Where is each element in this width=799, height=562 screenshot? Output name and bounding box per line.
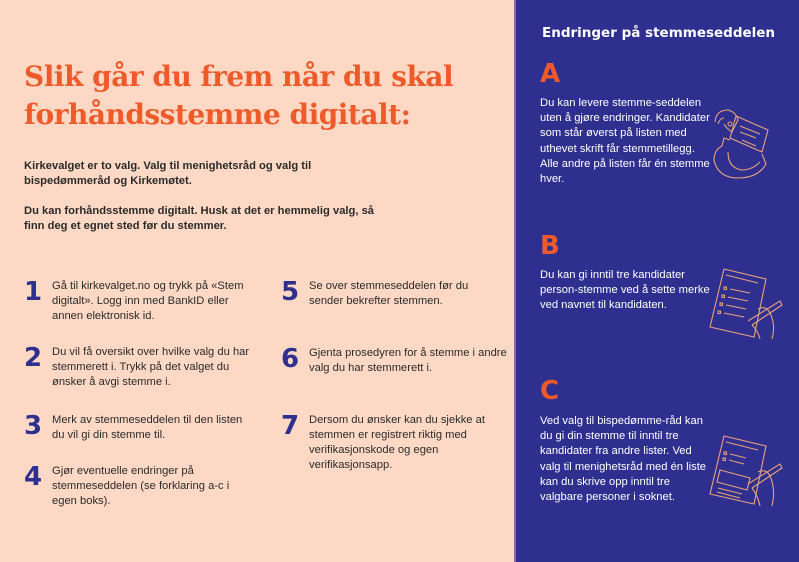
step-number: 2 [24, 343, 43, 373]
step-number: 5 [281, 277, 300, 307]
hand-writing-ballot-icon [706, 432, 786, 507]
step-1 [24, 279, 252, 324]
step-text: Merk av stemmeseddelen til den listen du vil gi din stemme til. [52, 414, 243, 441]
section-c-letter: C [540, 376, 560, 406]
step-text: Gjenta prosedyren for å stemme i andre valg du har stemmerett i. [309, 347, 507, 374]
step-6 [281, 346, 519, 376]
step-text: Gjør eventuelle endringer på stemmeseddelen (se forklaring a-c i egen boks). [52, 465, 230, 507]
section-a-letter: A [540, 59, 561, 89]
step-3 [24, 413, 247, 443]
step-2 [24, 345, 252, 390]
step-number: 4 [24, 462, 43, 492]
step-7 [281, 413, 519, 473]
step-text: Dersom du ønsker kan du sjekke at stemmen er registrert riktig med verifikasjonskode og egen verifikasjonsapp. [309, 414, 485, 471]
ballot-changes-panel [516, 0, 799, 562]
intro-paragraph-1: Kirkevalget er to valg. Valg til menighetsråd og valg til bispedømmeråd og Kirkemøtet. [24, 160, 312, 187]
section-c-text: Ved valg til bispedømme-råd kan du gi din stemme til inntil tre kandidater fra andre lister. Ved valg til menighetsråd med én liste kan du skrive opp inntil tre valgbare personer i soknet. [540, 415, 707, 504]
title-line-2: forhåndsstemme digitalt: [24, 98, 411, 131]
step-text: Se over stemmeseddelen før du sender bekrefter stemmen. [309, 280, 469, 307]
step-text: Du vil få oversikt over hvilke valg du har stemmerett i. Trykk på det valget du ønsker å avgi stemme i. [52, 346, 250, 388]
intro-paragraph-2: Du kan forhåndsstemme digitalt. Husk at det er hemmelig valg, så finn deg et egnet sted før du stemmer. [24, 205, 375, 232]
title-line-1: Slik går du frem når du skal [24, 60, 454, 93]
person-reading-ballot-icon [710, 102, 780, 182]
hand-marking-ballot-icon [706, 265, 786, 340]
section-b-letter: B [540, 231, 560, 261]
section-a-text: Du kan levere stemme-seddelen uten å gjøre endringer. Kandidater som står øverst på listen med uthevet skrift får stemmetillegg. Alle andre på listen får én stemme hver. [540, 97, 710, 186]
step-number: 6 [281, 344, 300, 374]
step-number: 3 [24, 411, 43, 441]
step-5 [281, 279, 489, 309]
step-4 [24, 464, 237, 509]
step-number: 1 [24, 277, 43, 307]
page-title [24, 58, 504, 134]
section-b-text: Du kan gi inntil tre kandidater person-stemme ved å sette merke ved navnet til kandidaten. [540, 269, 710, 312]
step-number: 7 [281, 411, 300, 441]
step-text: Gå til kirkevalget.no og trykk på «Stem digitalt». Logg inn med BankID eller annen elektronisk id. [52, 280, 244, 322]
panel-title: Endringer på stemmeseddelen [542, 25, 776, 41]
